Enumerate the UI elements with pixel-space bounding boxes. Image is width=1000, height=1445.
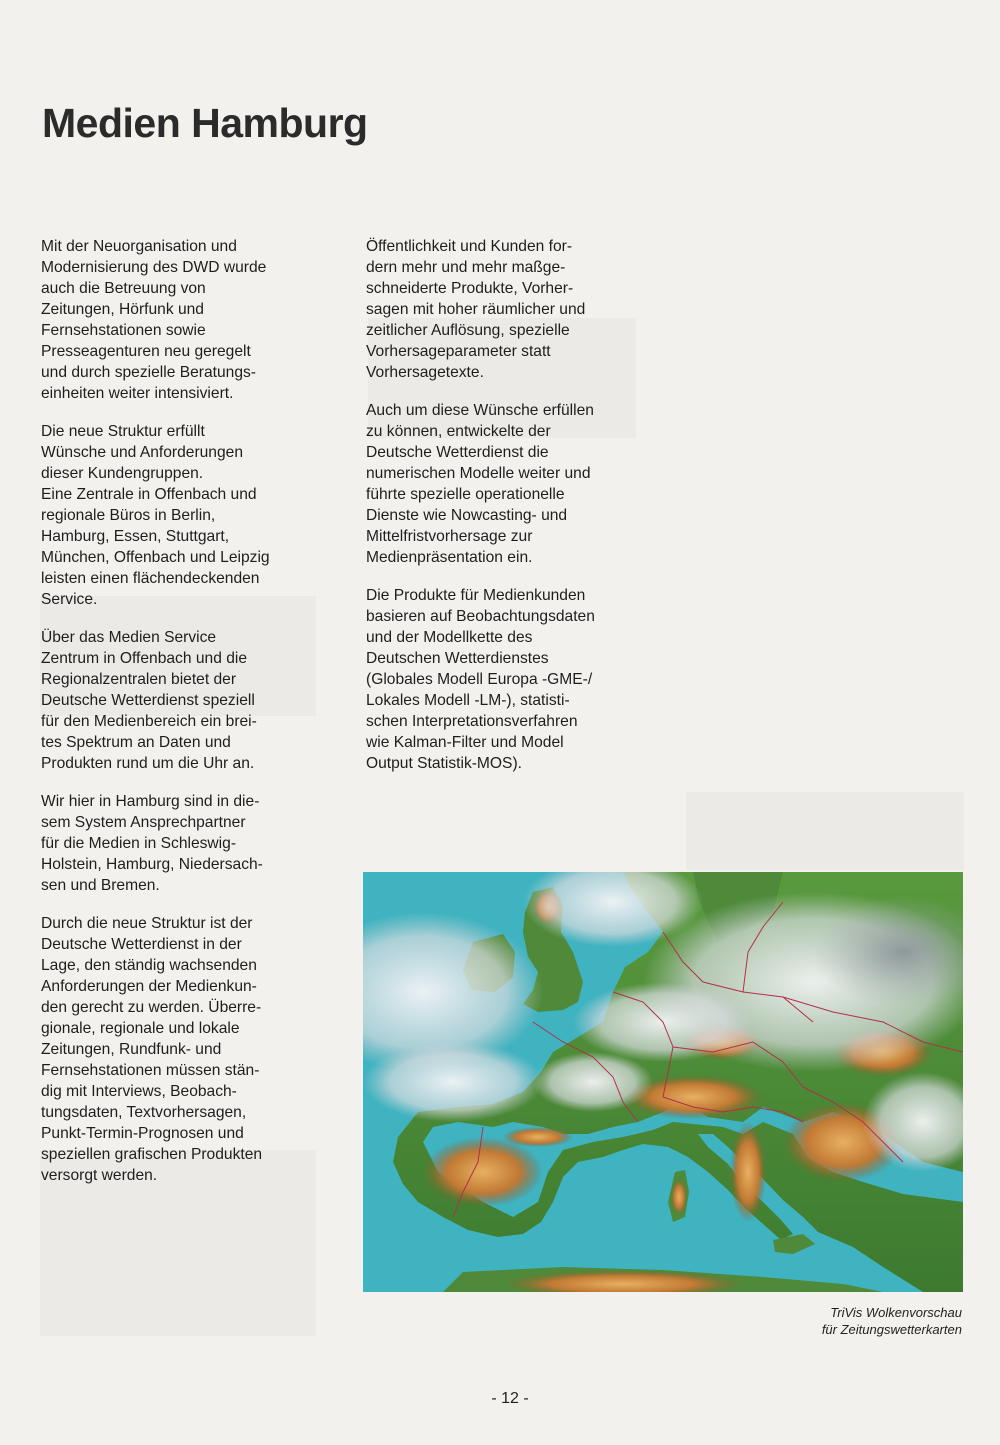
text-line: sem System Ansprechpartner bbox=[41, 814, 246, 831]
text-line: Punkt-Termin-Prognosen und bbox=[41, 1125, 244, 1142]
text-line: und durch spezielle Beratungs- bbox=[41, 364, 256, 381]
text-line: tungsdaten, Textvorhersagen, bbox=[41, 1104, 247, 1121]
text-line: Deutsche Wetterdienst in der bbox=[41, 936, 242, 953]
text-line: numerischen Modelle weiter und bbox=[366, 465, 591, 482]
text-line: Deutsche Wetterdienst die bbox=[366, 444, 549, 461]
paragraph bbox=[41, 236, 317, 404]
text-line: speziellen grafischen Produkten bbox=[41, 1146, 263, 1163]
text-line: Vorhersageparameter statt bbox=[366, 343, 551, 360]
relief-sardinia bbox=[671, 1179, 687, 1215]
text-line: Deutschen Wetterdienstes bbox=[366, 650, 549, 667]
text-line: Wünsche und Anforderungen bbox=[41, 444, 243, 461]
paragraph bbox=[41, 913, 317, 1186]
text-line: Über das Medien Service bbox=[41, 629, 217, 646]
text-line: Service. bbox=[41, 591, 98, 608]
text-line: Lokales Modell -LM-), statisti- bbox=[366, 692, 570, 709]
text-line: Eine Zentrale in Offenbach und bbox=[41, 486, 257, 503]
page-title: Medien Hamburg bbox=[42, 100, 368, 146]
text-line: einheiten weiter intensiviert. bbox=[41, 385, 234, 402]
text-line: Die neue Struktur erfüllt bbox=[41, 423, 205, 440]
text-line: Dienste wie Nowcasting- und bbox=[366, 507, 568, 524]
text-line: München, Offenbach und Leipzig bbox=[41, 549, 270, 566]
page-number: - 12 - bbox=[491, 1390, 529, 1407]
relief-iberia bbox=[423, 1137, 543, 1207]
text-line: regionale Büros in Berlin, bbox=[41, 507, 216, 524]
text-line: gionale, regionale und lokale bbox=[41, 1020, 240, 1037]
text-line: dieser Kundengruppen. bbox=[41, 465, 204, 482]
text-line: Fernsehstationen sowie bbox=[41, 322, 206, 339]
text-line: leisten einen flächendeckenden bbox=[41, 570, 260, 587]
text-line: führte spezielle operationelle bbox=[366, 486, 565, 503]
text-line: den gerecht zu werden. Überre- bbox=[41, 999, 262, 1016]
figure-caption bbox=[700, 1304, 962, 1338]
left-text-column bbox=[41, 236, 317, 1203]
text-line: Mittelfristvorhersage zur bbox=[366, 528, 533, 545]
text-line: tes Spektrum an Daten und bbox=[41, 734, 231, 751]
text-line: Auch um diese Wünsche erfüllen bbox=[366, 402, 594, 419]
europe-cloud-forecast-map bbox=[363, 872, 963, 1292]
text-line: wie Kalman-Filter und Model bbox=[366, 734, 564, 751]
text-line: dern mehr und mehr maßge- bbox=[366, 259, 566, 276]
middle-text-column bbox=[366, 236, 638, 791]
text-line: Modernisierung des DWD wurde bbox=[41, 259, 267, 276]
text-line: Regionalzentralen bietet der bbox=[41, 671, 237, 688]
text-line: (Globales Modell Europa -GME-/ bbox=[366, 671, 593, 688]
text-line: sagen mit hoher räumlicher und bbox=[366, 301, 586, 318]
text-line: schen Interpretationsverfahren bbox=[366, 713, 578, 730]
text-line: Vorhersagetexte. bbox=[366, 364, 484, 381]
text-line: zu können, entwickelte der bbox=[366, 423, 551, 440]
text-line: Anforderungen der Medienkun- bbox=[41, 978, 257, 995]
text-line: Produkten rund um die Uhr an. bbox=[41, 755, 255, 772]
cloud-france bbox=[533, 1052, 653, 1112]
text-line: Mit der Neuorganisation und bbox=[41, 238, 237, 255]
text-line: und der Modellkette des bbox=[366, 629, 533, 646]
text-line: schneiderte Produkte, Vorher- bbox=[366, 280, 574, 297]
text-line: für den Medienbereich ein brei- bbox=[41, 713, 257, 730]
paragraph bbox=[41, 627, 317, 774]
text-line: Hamburg, Essen, Stuttgart, bbox=[41, 528, 230, 545]
text-line: Fernsehstationen müssen stän- bbox=[41, 1062, 260, 1079]
text-line: Medienpräsentation ein. bbox=[366, 549, 533, 566]
paragraph bbox=[41, 791, 317, 896]
text-line: Deutsche Wetterdienst speziell bbox=[41, 692, 255, 709]
relief-apennines bbox=[730, 1122, 766, 1222]
caption-line: TriVis Wolkenvorschau bbox=[830, 1305, 962, 1320]
paragraph bbox=[366, 400, 638, 568]
text-line: dig mit Interviews, Beobach- bbox=[41, 1083, 237, 1100]
text-line: versorgt werden. bbox=[41, 1167, 158, 1184]
text-line: Wir hier in Hamburg sind in die- bbox=[41, 793, 260, 810]
text-line: Holstein, Hamburg, Niedersach- bbox=[41, 856, 263, 873]
text-line: Zeitungen, Rundfunk- und bbox=[41, 1041, 222, 1058]
text-line: Output Statistik-MOS). bbox=[366, 755, 522, 772]
text-line: Presseagenturen neu geregelt bbox=[41, 343, 251, 360]
text-line: zeitlicher Auflösung, spezielle bbox=[366, 322, 570, 339]
text-line: für die Medien in Schleswig- bbox=[41, 835, 237, 852]
text-line: Zeitungen, Hörfunk und bbox=[41, 301, 204, 318]
bleed-through-block bbox=[686, 792, 964, 870]
text-line: sen und Bremen. bbox=[41, 877, 160, 894]
text-line: auch die Betreuung von bbox=[41, 280, 206, 297]
caption-line: für Zeitungswetterkarten bbox=[821, 1322, 962, 1337]
paragraph bbox=[366, 585, 638, 774]
text-line: Durch die neue Struktur ist der bbox=[41, 915, 253, 932]
text-line: Die Produkte für Medienkunden bbox=[366, 587, 586, 604]
text-line: Zentrum in Offenbach und die bbox=[41, 650, 248, 667]
paragraph bbox=[41, 421, 317, 610]
cloud-biscay bbox=[363, 1042, 543, 1122]
paragraph bbox=[366, 236, 638, 383]
text-line: Lage, den ständig wachsenden bbox=[41, 957, 257, 974]
text-line: Öffentlichkeit und Kunden for- bbox=[366, 238, 573, 255]
text-line: basieren auf Beobachtungsdaten bbox=[366, 608, 595, 625]
